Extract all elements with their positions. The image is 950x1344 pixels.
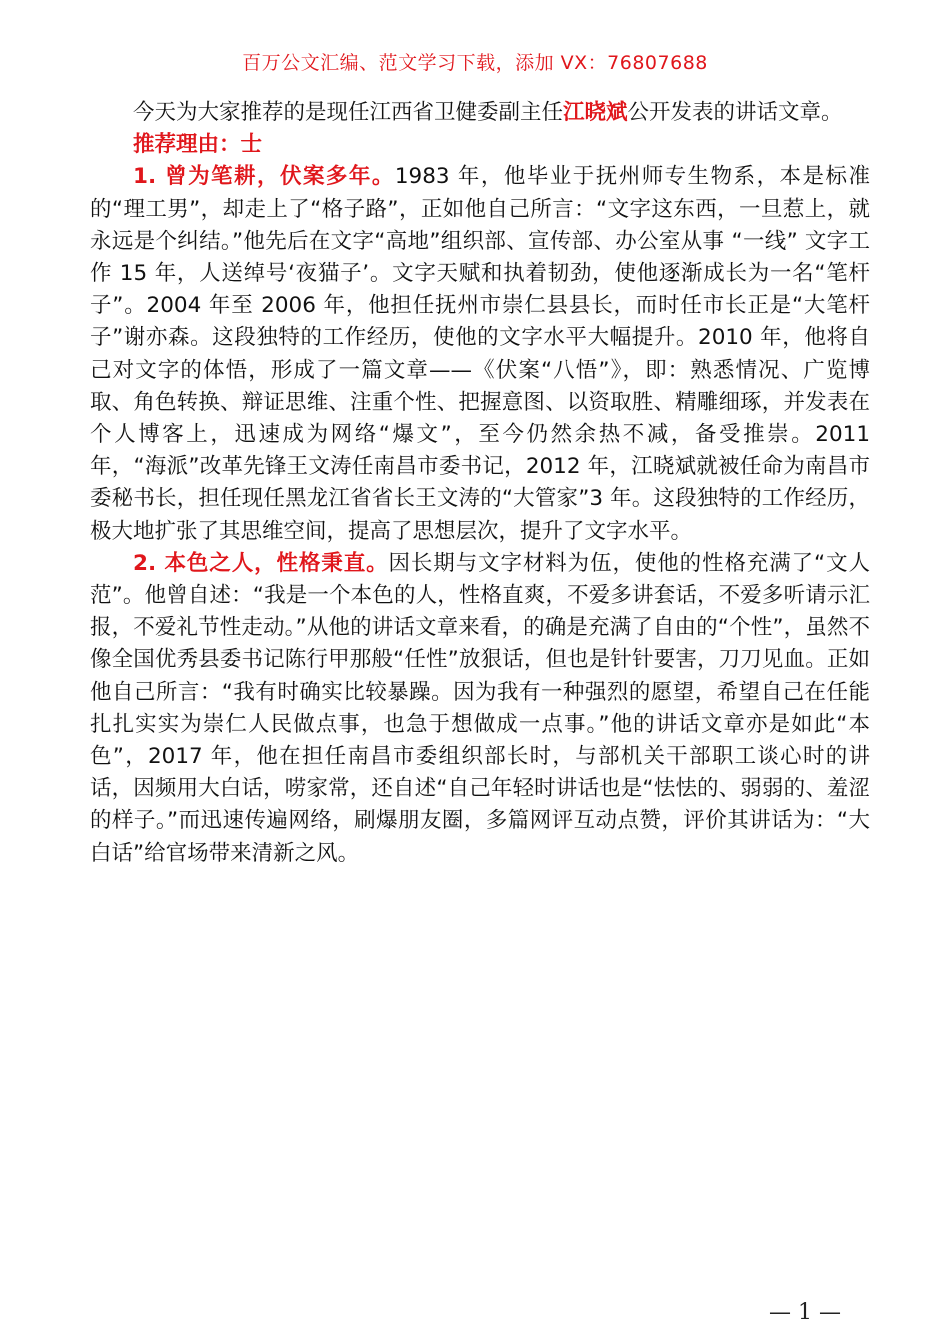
download-banner: 百万公文汇编、范文学习下载，添加 VX：76807688 — [242, 52, 708, 74]
point-2-body: 因长期与文字材料为伍，使他的性格充满了“文人范”。他曾自述：“我是一个本色的人，性格直爽，不爱多讲套话，不爱多听请示汇报，不爱礼节性走动。”从他的讲话文章来看，的确是充满了自由的“个性”，虽然不像全国优秀县委书记陈行甲那般“任性”放狠话，但也是针针要害，刀刀见血。正如他自己所言：“我有时确实比较暴躁。因为我有一种强烈的愿望，希望自己在任能扎扎实实为崇仁人民做点事，也急于想做成一点事。”他的讲话文章亦是如此“本色”，2017 年，他在担任南昌市委组织部长时，与部机关干部职工谈心时的讲话，因频用大白话，唠家常，还自述“自己年轻时讲话也是“怯怯的、弱弱的、羞涩的样子。”而迅速传遍网络，刷爆朋友圈，多篇网评互动点赞，评价其讲话为：“大白话”给官场带来清新之风。 — [90, 550, 870, 866]
person-name: 江晓斌 — [563, 100, 628, 125]
point-2-heading: 2. 本色之人，性格秉直。 — [133, 550, 389, 576]
intro-text-after: 公开发表的讲话文章。 — [627, 100, 843, 125]
point-1-heading: 1. 曾为笔耕，伏案多年。 — [133, 164, 395, 190]
point-1-paragraph — [90, 161, 870, 547]
intro-text-before: 今天为大家推荐的是现任江西省卫健委副主任 — [133, 100, 564, 125]
recommend-reason-heading: 推荐理由：士 — [133, 132, 263, 158]
article-body — [90, 97, 870, 870]
point-2-paragraph — [90, 548, 870, 870]
point-1-body: 1983 年，他毕业于抚州师专生物系，本是标准的“理工男”，却走上了“格子路”，正如他自己所言：“文字这东西，一旦惹上，就永远是个纠结。”他先后在文字“高地”组织部、宣传部、办公室从事 “一线” 文字工作 15 年，人送绰号‘夜猫子’。文字天赋和执着韧劲，使他逐渐成长为一名“笔杆子”。2004 年至 2006 年，他担任抚州市崇仁县县长，而时任市长正是“大笔杆子”谢亦森。这段独特的工作经历，使他的文字水平大幅提升。2010 年，他将自己对文字的体悟，形成了一篇文章——《伏案“八悟”》，即：熟悉情况、广览博取、角色转换、辩证思维、注重个性、把握意图、以资取胜、精雕细琢，并发表在个人博客上，迅速成为网络“爆文”，至今仍然余热不减，备受推崇。2011 年，“海派”改革先锋王文涛任南昌市委书记，2012 年，江晓斌就被任命为南昌市委秘书长，担任现任黑龙江省省长王文涛的“大管家”3 年。这段独特的工作经历，极大地扩张了其思维空间，提高了思想层次，提升了文字水平。 — [90, 164, 870, 544]
intro-paragraph — [90, 97, 870, 129]
page-number: — 1 — — [769, 1300, 841, 1325]
